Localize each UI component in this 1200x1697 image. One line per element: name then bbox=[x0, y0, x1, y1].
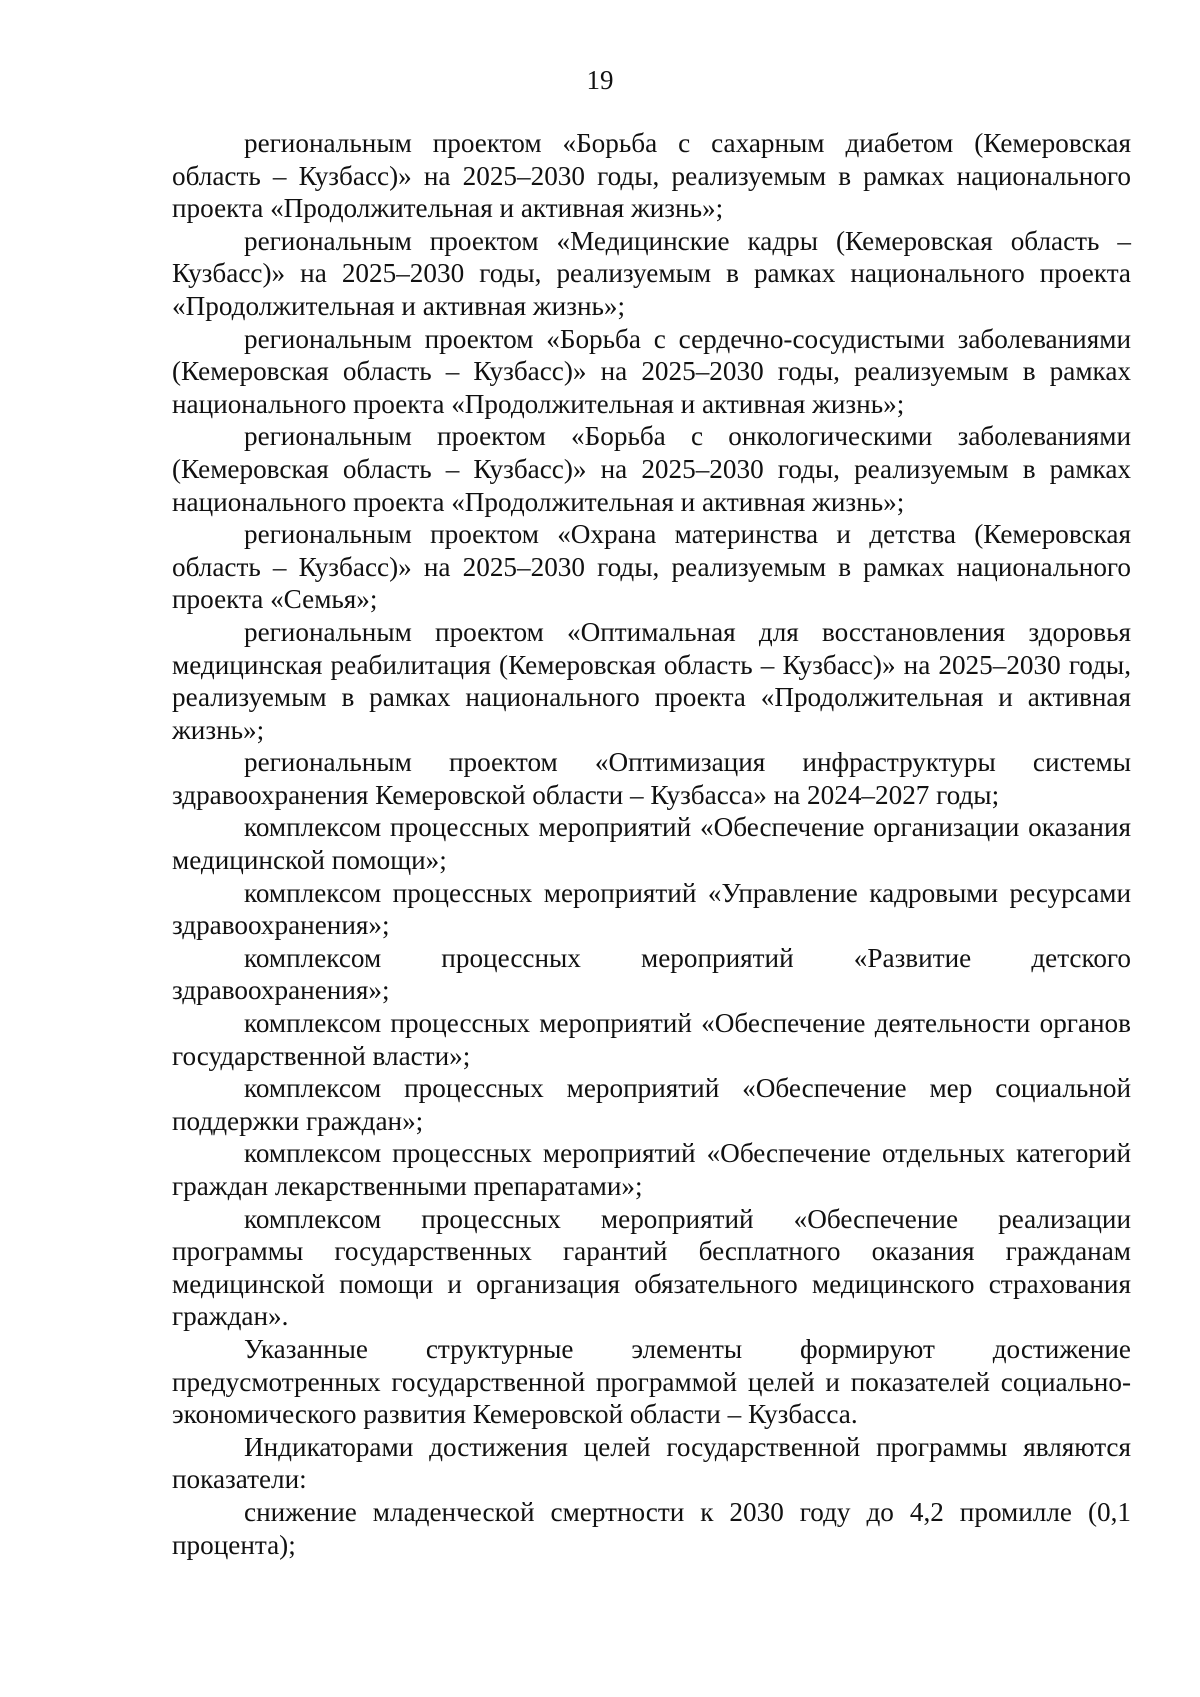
paragraph-project-medical-staff: региональным проектом «Медицинские кадры (Кемеровская область – Кузбасс)» на 2025–2030 годы, реализуемым в рамках национального проекта «Продолжительная и активная жизнь»; bbox=[172, 225, 1131, 321]
paragraph-complex-medicines: комплексом процессных мероприятий «Обеспечение отдельных категорий граждан лекарственными препаратами»; bbox=[172, 1138, 1131, 1201]
paragraph-complex-child-health: комплексом процессных мероприятий «Развитие детского здравоохранения»; bbox=[172, 942, 1131, 1006]
paragraph-project-oncology: региональным проектом «Борьба с онкологическими заболеваниями (Кемеровская область – Кузбасс)» на 2025–2030 годы, реализуемым в рамках национального проекта «Продолжительная и активная жизнь»; bbox=[172, 421, 1131, 517]
paragraph-structural-elements: Указанные структурные элементы формируют достижение предусмотренных государственной программой целей и показателей социально-экономического развития Кемеровской области – Кузбасса. bbox=[172, 1333, 1131, 1430]
paragraph-project-cardiovascular: региональным проектом «Борьба с сердечно-сосудистыми заболеваниями (Кемеровская область – Кузбасс)» на 2025–2030 годы, реализуемым в рамках национального проекта «Продолжительная и активная жизнь»; bbox=[172, 323, 1131, 419]
document-body bbox=[172, 127, 1131, 1561]
paragraph-complex-guarantees: комплексом процессных мероприятий «Обеспечение реализации программы государственных гарантий бесплатного оказания гражданам медицинской помощи и организация обязательного медицинского страхования граждан». bbox=[172, 1203, 1131, 1332]
paragraph-indicator-infant-mortality: снижение младенческой смертности к 2030 году до 4,2 промилле (0,1 процента); bbox=[172, 1496, 1131, 1560]
paragraph-complex-hr: комплексом процессных мероприятий «Управление кадровыми ресурсами здравоохранения»; bbox=[172, 877, 1131, 941]
paragraph-project-maternity: региональным проектом «Охрана материнства и детства (Кемеровская область – Кузбасс)» на 2025–2030 годы, реализуемым в рамках национального проекта «Семья»; bbox=[172, 519, 1131, 615]
paragraph-project-diabetes: региональным проектом «Борьба с сахарным диабетом (Кемеровская область – Кузбасс)» на 2025–2030 годы, реализуемым в рамках национального проекта «Продолжительная и активная жизнь»; bbox=[172, 128, 1131, 224]
paragraph-indicators-intro: Индикаторами достижения целей государственной программы являются показатели: bbox=[172, 1431, 1131, 1495]
page-number: 19 bbox=[586, 65, 614, 95]
paragraph-complex-medical-care: комплексом процессных мероприятий «Обеспечение организации оказания медицинской помощи»; bbox=[172, 812, 1131, 876]
paragraph-complex-social-support: комплексом процессных мероприятий «Обеспечение мер социальной поддержки граждан»; bbox=[172, 1073, 1131, 1136]
paragraph-project-rehabilitation: региональным проектом «Оптимальная для восстановления здоровья медицинская реабилитация (Кемеровская область – Кузбасс)» на 2025–2030 годы, реализуемым в рамках национального проекта «Продолжительная и активная жизнь»; bbox=[172, 616, 1131, 745]
paragraph-project-infrastructure: региональным проектом «Оптимизация инфраструктуры системы здравоохранения Кемеровской области – Кузбасса» на 2024–2027 годы; bbox=[172, 747, 1131, 810]
paragraph-complex-government: комплексом процессных мероприятий «Обеспечение деятельности органов государственной власти»; bbox=[172, 1008, 1131, 1071]
